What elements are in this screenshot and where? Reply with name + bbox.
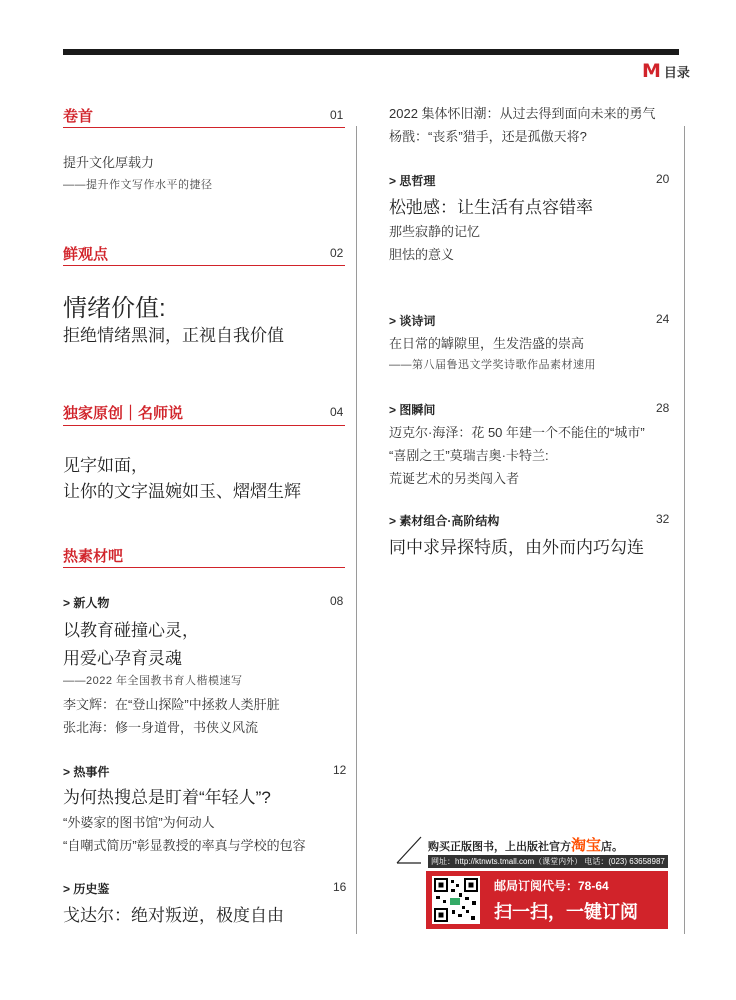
toc-entry-link[interactable]: “外婆家的图书馆”为何动人 [63, 815, 215, 830]
toc-entry-link[interactable]: 让你的文字温婉如玉、熠熠生辉 [63, 482, 301, 501]
qr-code-icon[interactable] [432, 876, 480, 924]
postal-subscription-code: 邮局订阅代号：78-64 [494, 879, 609, 893]
decorative-slash-icon [395, 835, 423, 865]
page-number: 28 [656, 401, 670, 415]
page-number: 20 [656, 172, 670, 186]
toc-entry-subtitle: ——第八届鲁迅文学奖诗歌作品素材速用 [389, 359, 596, 371]
toc-entry-link[interactable]: 在日常的罅隙里，生发浩盛的崇高 [389, 336, 585, 351]
subsection-label: > 图瞬间 [389, 403, 436, 417]
toc-entry-link[interactable]: 迈克尔·海泽：花 50 年建一个不能住的“城市” [389, 425, 645, 440]
toc-entry-link[interactable]: 以教育碰撞心灵， [63, 621, 199, 640]
section-title-resucaiba: 热素材吧 [63, 548, 124, 565]
toc-entry-link[interactable]: 胆怯的意义 [389, 247, 455, 262]
subsection-label: > 思哲理 [389, 174, 436, 188]
section-title-xianguandian: 鲜观点 [63, 246, 109, 263]
subsection-label: > 素材组合·高阶结构 [389, 514, 500, 528]
toc-entry-subtitle: ——提升作文写作水平的捷径 [63, 179, 213, 191]
toc-entry-link[interactable]: 那些寂静的记忆 [389, 224, 481, 239]
page-number: 04 [330, 405, 344, 419]
section-rule [63, 567, 345, 568]
toc-entry-link[interactable]: 松弛感：让生活有点容错率 [389, 198, 593, 217]
toc-entry-link[interactable]: 为何热搜总是盯着“年轻人”? [63, 788, 271, 807]
page-number: 16 [333, 880, 347, 894]
ad-url-bar[interactable]: 网址：http://ktnwts.tmall.com（课堂内外） 电话：(023) 63658987 [428, 855, 668, 868]
page-number: 01 [330, 108, 344, 122]
taobao-logo: 淘宝 [571, 837, 602, 854]
page-number: 32 [656, 512, 670, 526]
section-rule [63, 265, 345, 266]
magazine-m-logo: M [642, 60, 661, 82]
section-title-juanshou: 卷首 [63, 108, 94, 125]
section-rule [63, 425, 345, 426]
toc-entry-subtitle: ——2022 年全国教书育人楷模速写 [63, 675, 243, 687]
page-number: 08 [330, 594, 344, 608]
page-number: 02 [330, 246, 344, 260]
toc-entry-link[interactable]: 戈达尔：绝对叛逆，极度自由 [63, 906, 284, 925]
toc-entry-link[interactable]: 提升文化厚载力 [63, 155, 155, 170]
toc-entry-link[interactable]: 情绪价值: [63, 295, 166, 322]
toc-entry-link[interactable]: 杨戬：“丧系”猎手，还是孤傲天将? [389, 129, 587, 144]
toc-label [642, 60, 690, 82]
toc-entry-link[interactable]: 李文辉：在“登山探险”中拯救人类肝脏 [63, 697, 280, 712]
section-rule [63, 127, 345, 128]
qr-code-graphic [432, 876, 480, 924]
right-edge-divider [684, 126, 685, 934]
section-title-dujiayuanchuang: 独家原创｜名师说 [63, 405, 184, 422]
toc-entry-link[interactable]: 用爱心孕育灵魂 [63, 649, 182, 668]
scan-to-subscribe-text: 扫一扫，一键订阅 [494, 902, 638, 922]
toc-entry-link[interactable]: “喜剧之王”莫瑞吉奥·卡特兰: [389, 448, 549, 463]
top-rule [63, 49, 679, 55]
toc-entry-link[interactable]: 同中求异探特质，由外而内巧勾连 [389, 538, 644, 557]
subsection-label: > 谈诗词 [389, 314, 436, 328]
toc-label-text: 目录 [663, 65, 690, 80]
subsection-label: > 新人物 [63, 596, 110, 610]
column-divider [356, 126, 357, 934]
ad-buy-suffix: 店。 [601, 841, 624, 853]
toc-entry-link[interactable]: 拒绝情绪黑洞，正视自我价值 [63, 326, 284, 345]
page-number: 24 [656, 312, 670, 326]
subsection-label: > 热事件 [63, 765, 110, 779]
toc-entry-link[interactable]: 张北海：修一身道骨，书侠义风流 [63, 720, 259, 735]
toc-entry-link[interactable]: “自嘲式简历”彰显教授的率真与学校的包容 [63, 838, 306, 853]
toc-entry-link[interactable]: 见字如面， [63, 456, 148, 475]
toc-entry-link[interactable]: 2022 集体怀旧潮：从过去得到面向未来的勇气 [389, 106, 656, 121]
ad-buy-prefix: 购买正版图书，上出版社官方 [428, 841, 571, 853]
subsection-label: > 历史鉴 [63, 882, 110, 896]
page-number: 12 [333, 763, 347, 777]
ad-buy-text [428, 834, 623, 855]
toc-entry-link[interactable]: 荒诞艺术的另类闯入者 [389, 471, 520, 486]
